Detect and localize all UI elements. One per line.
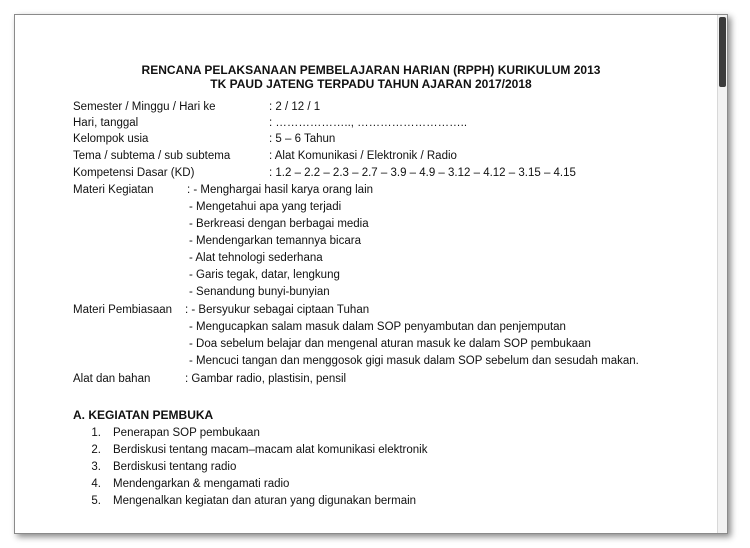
- document-title: RENCANA PELAKSANAAN PEMBELAJARAN HARIAN (RPPH) KURIKULUM 2013: [141, 63, 601, 77]
- list-item: - Mencuci tangan dan menggosok gigi masuk dalam SOP sebelum dan sesudah makan.: [189, 355, 639, 367]
- item-number: 5.: [91, 495, 101, 507]
- item-number: 1.: [91, 427, 101, 439]
- field-label: Kompetensi Dasar (KD): [73, 167, 195, 179]
- list-item: - Mendengarkan temannya bicara: [189, 235, 361, 247]
- materi-pembiasaan-label: Materi Pembiasaan: [73, 304, 173, 316]
- item-text: Berdiskusi tentang radio: [113, 461, 237, 473]
- item-number: 3.: [91, 461, 101, 473]
- list-item: - Garis tegak, datar, lengkung: [189, 269, 340, 281]
- item-number: 2.: [91, 444, 101, 456]
- list-item: : - Menghargai hasil karya orang lain: [187, 184, 374, 196]
- vertical-scrollbar[interactable]: [717, 15, 727, 533]
- list-item: - Doa sebelum belajar dan mengenal aturan masuk ke dalam SOP pembukaan: [189, 338, 591, 350]
- list-item: - Alat tehnologi sederhana: [189, 252, 323, 264]
- field-label: Tema / subtema / sub subtema: [73, 150, 231, 162]
- field-value: : 1.2 – 2.2 – 2.3 – 2.7 – 3.9 – 4.9 – 3.12 – 4.12 – 3.15 – 4.15: [269, 167, 576, 179]
- field-label: Semester / Minggu / Hari ke: [73, 101, 216, 113]
- list-item: : - Bersyukur sebagai ciptaan Tuhan: [185, 304, 370, 316]
- materi-kegiatan-label: Materi Kegiatan: [73, 184, 154, 196]
- field-value: : 2 / 12 / 1: [269, 101, 321, 113]
- item-number: 4.: [91, 478, 101, 490]
- list-item: - Mengetahui apa yang terjadi: [189, 201, 342, 213]
- field-value: : ……………….., ………………………..: [269, 117, 468, 129]
- field-value: : Alat Komunikasi / Elektronik / Radio: [269, 150, 457, 162]
- section-heading: A. KEGIATAN PEMBUKA: [73, 408, 214, 422]
- list-item: - Senandung bunyi-bunyian: [189, 286, 330, 298]
- field-value: : 5 – 6 Tahun: [269, 133, 336, 145]
- list-item: - Mengucapkan salam masuk dalam SOP penyambutan dan penjemputan: [189, 321, 566, 333]
- item-text: Mengenalkan kegiatan dan aturan yang digunakan bermain: [113, 495, 417, 507]
- field-label: Hari, tanggal: [73, 117, 139, 129]
- item-text: Mendengarkan & mengamati radio: [113, 478, 290, 490]
- item-text: Penerapan SOP pembukaan: [113, 427, 260, 439]
- document-page: [14, 14, 728, 534]
- alat-bahan-value: : Gambar radio, plastisin, pensil: [185, 373, 347, 385]
- field-label: Kelompok usia: [73, 133, 149, 145]
- list-item: - Berkreasi dengan berbagai media: [189, 218, 369, 230]
- item-text: Berdiskusi tentang macam–macam alat komunikasi elektronik: [113, 444, 428, 456]
- alat-bahan-label: Alat dan bahan: [73, 373, 151, 385]
- document-subtitle: TK PAUD JATENG TERPADU TAHUN AJARAN 2017/2018: [210, 77, 532, 91]
